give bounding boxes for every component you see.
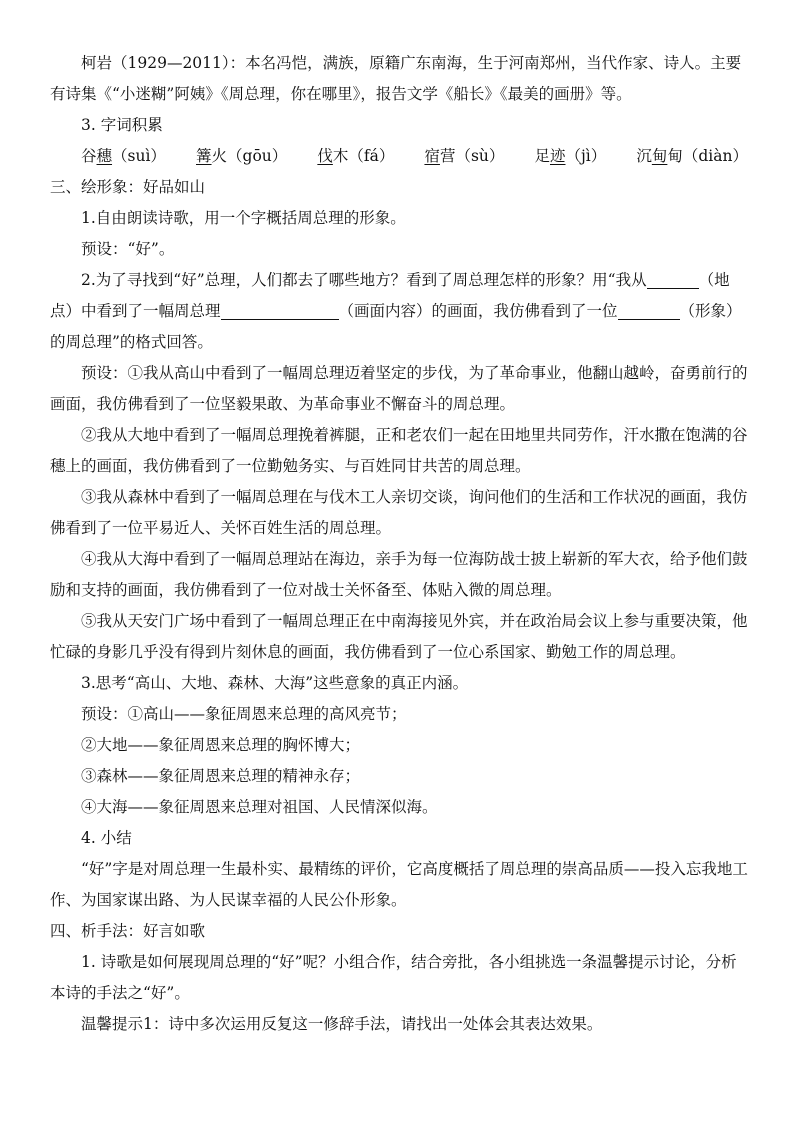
question-1: 1.自由朗读诗歌，用一个字概括周总理的形象。 xyxy=(81,209,406,227)
vocab-item: 宿营（sù） xyxy=(424,147,505,165)
summary-text: “好”字是对周总理一生最朴实、最精练的评价，它高度概括了周总理的崇高品质——投入忘我地工作、为国家谋出路、为人民谋幸福的人民公仆形象。 xyxy=(50,860,748,909)
vocab-item: 足迹（jì） xyxy=(534,147,607,165)
vocab-item: 篝火（gōu） xyxy=(196,147,288,165)
section-4-heading: 四、析手法：好言如歌 xyxy=(50,922,206,940)
meaning-item: ②大地——象征周恩来总理的胸怀博大； xyxy=(81,736,361,754)
vocab-item: 谷穗（suì） xyxy=(81,147,166,165)
meaning-item: ③森林——象征周恩来总理的精神永存； xyxy=(81,767,361,785)
document-page xyxy=(50,48,750,1040)
answer-1: 预设：“好”。 xyxy=(81,240,175,258)
section-3-heading: 三、绘形象：好品如山 xyxy=(50,178,206,196)
summary-heading: 4. 小结 xyxy=(81,829,132,847)
preset-answer: ⑤我从天安门广场中看到了一幅周总理正在中南海接见外宾，并在政治局会议上参与重要决策，他忙碌的身影几乎没有得到片刻休息的画面，我仿佛看到了一位心系国家、勤勉工作的周总理。 xyxy=(50,612,748,661)
section-4-question-1: 1. 诗歌是如何展现周总理的“好”呢？小组合作，结合旁批，各小组挑选一条温馨提示讨论，分析本诗的手法之“好”。 xyxy=(50,953,737,1002)
author-intro-line-2: 有诗集《“小迷糊”阿姨》《周总理，你在哪里》，报告文学《船长》《最美的画册》等。 xyxy=(50,85,632,103)
preset-answer: ④我从大海中看到了一幅周总理站在海边，亲手为每一位海防战士披上崭新的军大衣，给予他们鼓励和支持的画面，我仿佛看到了一位对战士关怀备至、体贴入微的周总理。 xyxy=(50,550,748,599)
vocab-heading: 3. 字词积累 xyxy=(81,116,163,134)
vocab-item: 沉甸甸（diàn） xyxy=(636,147,748,165)
question-3: 3.思考“高山、大地、森林、大海”这些意象的真正内涵。 xyxy=(81,674,469,692)
meaning-item: 预设：①高山——象征周恩来总理的高风亮节； xyxy=(81,705,407,723)
question-2: 2.为了寻找到“好”总理，人们都去了哪些地方？看到了周总理怎样的形象？用“我从 （地点）中看到了一幅周总理 （画面内容）的画面，我仿佛看到了一位 （形象）的周总理”的格式回答。 xyxy=(50,265,750,358)
fill-blank xyxy=(618,299,680,320)
preset-answer: 预设：①我从高山中看到了一幅周总理迈着坚定的步伐，为了革命事业，他翻山越岭，奋勇前行的画面，我仿佛看到了一位坚毅果敢、为革命事业不懈奋斗的周总理。 xyxy=(50,364,748,413)
meaning-item: ④大海——象征周恩来总理对祖国、人民情深似海。 xyxy=(81,798,438,816)
fill-blank xyxy=(221,299,339,320)
vocab-item: 伐木（fá） xyxy=(317,147,395,165)
author-intro-line-1: 柯岩（1929—2011）：本名冯恺，满族，原籍广东南海，生于河南郑州，当代作家、诗人。主要 xyxy=(81,54,742,72)
preset-answer: ②我从大地中看到了一幅周总理挽着裤腿，正和老农们一起在田地里共同劳作，汗水撒在饱满的谷穗上的画面，我仿佛看到了一位勤勉务实、与百姓同甘共苦的周总理。 xyxy=(50,426,748,475)
tip-1: 温馨提示1：诗中多次运用反复这一修辞手法，请找出一处体会其表达效果。 xyxy=(81,1015,603,1033)
vocab-list xyxy=(50,141,750,172)
fill-blank xyxy=(647,268,699,289)
preset-answer: ③我从森林中看到了一幅周总理在与伐木工人亲切交谈，询问他们的生活和工作状况的画面，我仿佛看到了一位平易近人、关怀百姓生活的周总理。 xyxy=(50,488,748,537)
